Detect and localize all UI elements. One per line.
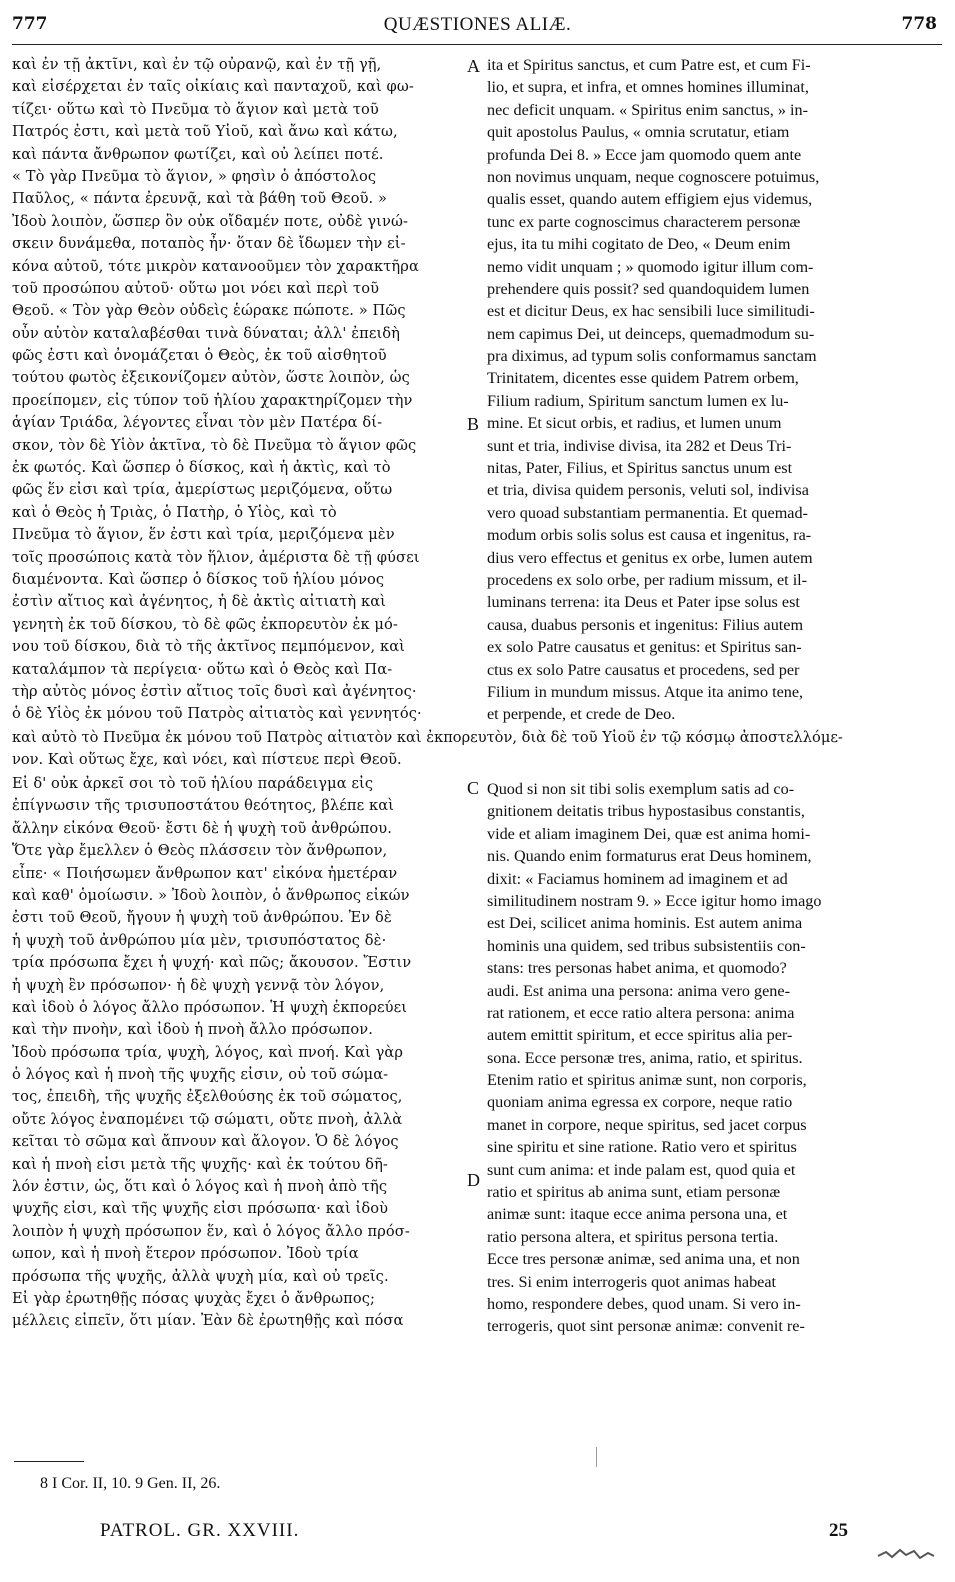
text-line: καὶ τὴν πνοὴν, καὶ ἰδοὺ ἡ πνοὴ ἄλλο πρόσωπον. — [12, 1021, 373, 1039]
text-line: γενητὴ ἐκ τοῦ δίσκου, τὸ δὲ φῶς ἐκπορευτὸν ἐκ μό- — [12, 615, 398, 633]
text-line: τρία πρόσωπα ἔχει ἡ ψυχή· καὶ πῶς; ἄκουσον. Ἔστιν — [12, 954, 412, 972]
text-line: λοιπὸν ἡ ψυχὴ πρόσωπον ἕν, καὶ ὁ λόγος ἄλλο πρόσ- — [12, 1222, 410, 1240]
text-line: φῶς ἕν εἰσι καὶ τρία, ἀμερίστως μεριζόμενα, οὕτω — [12, 481, 393, 499]
text-line: et perpende, et crede de Deo. — [487, 705, 676, 724]
text-line: ὁ λόγος καὶ ἡ πνοὴ τῆς ψυχῆς εἰσιν, οὐ τοῦ σώμα- — [12, 1066, 389, 1084]
text-line: ἡ ψυχὴ ἓν πρόσωπον· ἡ δὲ ψυχὴ γεννᾷ τὸν λόγον, — [12, 976, 385, 994]
text-line: procedens ex solo orbe, per radium missum, et il- — [487, 570, 808, 589]
text-line: τίζει· οὕτω καὶ τὸ Πνεῦμα τὸ ἅγιον καὶ μετὰ τοῦ — [12, 100, 379, 118]
text-line: τοῖς προσώποις κατὰ τὸν ἥλιον, ἀμέριστα δὲ τῇ φύσει — [12, 548, 420, 566]
text-line: ctus ex solo Patre causatus et procedens, sed per — [487, 660, 800, 679]
text-line: prehendere quis possit? sed quandoquidem lumen — [487, 279, 810, 298]
text-line: κεῖται τὸ σῶμα καὶ ἄπνουν καὶ ἄλογον. Ὁ δὲ λόγος — [12, 1133, 399, 1151]
text-line: ἡ ψυχὴ τοῦ ἀνθρώπου μία μὲν, τρισυπόστατος δὲ· — [12, 931, 387, 949]
margin-marker-c: C — [467, 778, 480, 798]
text-line: modum orbis solis solus est causa et ingenitus, ra- — [487, 526, 812, 545]
text-line: ωπον, καὶ ἡ πνοὴ ἕτερον πρόσωπον. Ἰδοὺ τρία — [12, 1245, 359, 1263]
signature-mark: PATROL. GR. XXVIII. — [100, 1520, 300, 1541]
margin-marker-d: D — [467, 1170, 480, 1190]
latin-column-bottom — [487, 778, 941, 1338]
text-line: tunc ex parte cognoscimus characterem personæ — [487, 212, 801, 231]
text-line: Εἰ δ' οὐκ ἀρκεῖ σοι τὸ τοῦ ἡλίου παράδειγμα εἰς — [12, 775, 374, 792]
text-line: ὁ δὲ Υἱὸς ἐκ μόνου τοῦ Πατρὸς αἰτιατὸς καὶ γεννητός· — [12, 705, 422, 723]
text-line: λόν ἐστιν, ὡς, ὅτι καὶ ὁ λόγος καὶ ἡ πνοὴ ἀπὸ τῆς — [12, 1178, 388, 1196]
text-line: tres. Si enim interrogeris quot animas habeat — [487, 1272, 777, 1291]
text-line: luminans terrena: ita Deus et Pater ipse solus est — [487, 593, 800, 612]
text-line: « Τὸ γὰρ Πνεῦμα τὸ ἅγιον, » φησὶν ὁ ἀπόστολος — [12, 167, 377, 185]
text-line: ἐκ φωτός. Καὶ ὥσπερ ὁ δίσκος, καὶ ἡ ἀκτὶς, καὶ τὸ — [12, 459, 391, 477]
text-line: non novimus unquam, neque cognoscere potuimus, — [487, 167, 820, 186]
text-line: καὶ ἐν τῇ ἀκτῖνι, καὶ ἐν τῷ οὐρανῷ, καὶ ἐν τῇ γῇ, — [12, 56, 382, 73]
margin-marker-b: B — [467, 414, 480, 434]
text-line: ἐστὶν αἴτιος καὶ ἀγένητος, ἡ δὲ ἀκτὶς αἰτιατὴ καὶ — [12, 593, 386, 611]
footnotes: 8 I Cor. II, 10. 9 Gen. II, 26. — [40, 1475, 221, 1492]
text-line: οὔτε λόγος ἐναπομένει τῷ σώματι, οὔτε πνοὴ, ἀλλὰ — [12, 1110, 403, 1128]
text-line: dius vero effectus et genitus ex orbe, lumen autem — [487, 548, 813, 567]
full-width-greek-lines — [12, 727, 942, 772]
text-line: autem emittit spiritum, et ecce spiritus alia per- — [487, 1026, 793, 1045]
text-line: animæ sunt: itaque ecce anima persona una, et — [487, 1205, 788, 1224]
text-line: τούτου φωτὸς ἐξεικονίζομεν αὐτὸν, ὥστε λοιπὸν, ὡς — [12, 369, 410, 387]
text-line: τος, ἐπειδὴ, τῆς ψυχῆς ἐξελθούσης ἐκ τοῦ σώματος, — [12, 1088, 403, 1106]
text-line: audi. Est anima una persona: anima vero gene- — [487, 981, 790, 1000]
text-line: nemo vidit unquam ; » quomodo igitur illum com- — [487, 257, 814, 276]
text-line: Ἰδοὺ λοιπὸν, ὥσπερ ὃν οὐκ οἴδαμέν ποτε, οὐδὲ γινώ- — [12, 212, 408, 230]
text-line: vero quoad substantiam permanentia. Et quemad- — [487, 503, 808, 522]
text-line: νον. Καὶ οὕτως ἔχε, καὶ νόει, καὶ πίστευε περὶ Θεοῦ. — [12, 751, 402, 769]
text-line: κόνα αὐτοῦ, τότε μικρὸν κατανοοῦμεν τὸν χαρακτῆρα — [12, 257, 419, 275]
text-line: Filium in mundum missus. Atque ita animo tene, — [487, 682, 804, 701]
text-line: καὶ καθ' ὁμοίωσιν. » Ἰδοὺ λοιπὸν, ὁ ἄνθρωπος εἰκών — [12, 886, 410, 904]
text-line: Filium radium, Spiritum sanctum lumen ex lu- — [487, 391, 789, 410]
text-line: ex solo Patre causatus et genitus: et Spiritus san- — [487, 638, 802, 657]
text-line: Παῦλος, « πάντα ἐρευνᾷ, καὶ τὰ βάθη τοῦ Θεοῦ. » — [12, 190, 388, 208]
text-line: dixit: « Faciamus hominem ad imaginem et ad — [487, 869, 788, 888]
text-line: est et dicitur Deus, ex hac sensibili luce similitudi- — [487, 302, 815, 321]
text-line: nem capimus Dei, ut deinceps, quemadmodum su- — [487, 324, 815, 343]
text-line: ratio persona altera, et spiritus persona tertia. — [487, 1227, 779, 1246]
signature-number: 25 — [829, 1520, 848, 1541]
text-line: ἐπίγνωσιν τῆς τρισυποστάτου θεότητος, βλέπε καὶ — [12, 797, 395, 815]
text-line: διαμένοντα. Καὶ ὥσπερ ὁ δίσκος τοῦ ἡλίου μόνος — [12, 570, 385, 588]
center-tick-mark — [596, 1447, 597, 1467]
text-line: Εἰ γὰρ ἐρωτηθῇς πόσας ψυχὰς ἔχει ὁ ἄνθρωπος; — [12, 1289, 375, 1307]
text-line: causa, duabus personis et ingenitus: Filius autem — [487, 615, 804, 634]
running-title: QUÆSTIONES ALIÆ. — [383, 14, 572, 35]
text-line: νου τοῦ δίσκου, διὰ τὸ τῆς ἀκτῖνος πεμπόμενον, καὶ — [12, 638, 406, 656]
page-number-left: 777 — [12, 14, 48, 34]
text-line: ἁγίαν Τριάδα, λέγοντες εἶναι τὸν μὲν Πατέρα δί- — [12, 414, 383, 432]
text-line: ἄλλην εἰκόνα Θεοῦ· ἔστι δὲ ἡ ψυχὴ τοῦ ἀνθρώπου. — [12, 819, 392, 837]
text-line: homo, respondere debes, quod unam. Si vero in- — [487, 1294, 801, 1313]
text-line: Ecce tres personæ animæ, sed anima una, et non — [487, 1250, 800, 1269]
text-line: sona. Ecce personæ tres, anima, ratio, et spiritus. — [487, 1048, 803, 1067]
text-line: gnitionem deitatis tribus hypostasibus constantis, — [487, 802, 805, 821]
text-line: quoniam anima egressa ex corpore, neque ratio — [487, 1093, 793, 1112]
text-line: τὴρ αὐτὸς μόνος ἐστὶν αἴτιος τοῖς δυσὶ καὶ ἀγένητος· — [12, 682, 417, 700]
page-header — [0, 14, 955, 40]
text-line: Quod si non sit tibi solis exemplum satis ad co- — [487, 780, 795, 798]
text-line: καὶ ἡ πνοὴ εἰσι μετὰ τῆς ψυχῆς· καὶ ἐκ τούτου δῆ- — [12, 1155, 388, 1173]
text-line: σκειν δυνάμεθα, ποταπὸς ἦν· ὅταν δὲ ἴδωμεν τὴν εἰ- — [12, 235, 406, 253]
text-line: vide et aliam imaginem Dei, quæ est anima homi- — [487, 824, 811, 843]
text-line: est Dei, scilicet anima hominis. Est autem anima — [487, 914, 803, 933]
greek-column-top — [12, 54, 468, 726]
ink-smudge-icon — [876, 1546, 936, 1562]
text-line: nitas, Pater, Filius, et Spiritus sanctus unum est — [487, 459, 793, 478]
text-line: εἶπε· « Ποιήσωμεν ἄνθρωπον κατ' εἰκόνα ἡμετέραν — [12, 864, 398, 882]
text-line: pra diximus, ad typum solis conformamus sanctam — [487, 347, 817, 366]
text-line: mine. Et sicut orbis, et radius, et lumen unum — [487, 414, 782, 433]
page-number-right: 778 — [901, 14, 937, 34]
text-line: Ὅτε γὰρ ἔμελλεν ὁ Θεὸς πλάσσειν τὸν ἄνθρωπον, — [12, 842, 388, 860]
text-line: ψυχῆς εἰσι, καὶ τῆς ψυχῆς εἰσι πρόσωπα· καὶ ἰδοὺ — [12, 1200, 389, 1218]
text-line: καὶ ἰδοὺ ὁ λόγος ἄλλο πρόσωπον. Ἡ ψυχὴ ἐκπορεύει — [12, 998, 408, 1016]
text-line: καὶ εἰσέρχεται ἐν ταῖς οἰκίαις καὶ πανταχοῦ, καὶ φω- — [12, 78, 414, 96]
text-line: qualis esset, quando autem effigiem ejus videmus, — [487, 190, 813, 209]
text-line: σκον, τὸν δὲ Υἱὸν ἀκτῖνα, τὸ δὲ Πνεῦμα τὸ ἅγιον φῶς — [12, 436, 417, 454]
text-line: οὖν αὐτὸν καταλαβέσθαι τινὰ δύναται; ἀλλ' ἐπειδὴ — [12, 324, 401, 342]
text-line: ejus, ita tu mihi cogitato de Deo, « Deum enim — [487, 235, 791, 254]
margin-marker-a: A — [467, 56, 480, 76]
text-line: μέλλεις εἰπεῖν, ὅτι μίαν. Ἐὰν δὲ ἐρωτηθῇς καὶ πόσα — [12, 1312, 404, 1330]
text-line: manet in corpore, neque spiritus, sed jacet corpus — [487, 1115, 807, 1134]
text-line: Etenim ratio et spiritus animæ sunt, non corporis, — [487, 1071, 807, 1090]
text-line: φῶς ἐστι καὶ ὀνομάζεται ὁ Θεὸς, ἐκ τοῦ αἰσθητοῦ — [12, 347, 387, 365]
text-line: Θεοῦ. « Τὸν γὰρ Θεὸν οὐδεὶς ἑώρακε πώποτε. » Πῶς — [12, 302, 406, 320]
text-line: terrogeris, quot sint personæ animæ: convenit re- — [487, 1317, 805, 1336]
text-line: profunda Dei 8. » Ecce jam quomodo quem ante — [487, 145, 802, 164]
text-line: καταλάμπον τὰ περίγεια· οὕτω καὶ ὁ Θεὸς καὶ Πα- — [12, 660, 393, 678]
text-line: πρόσωπα τῆς ψυχῆς, ἀλλὰ ψυχὴ μία, καὶ οὐ τρεῖς. — [12, 1267, 389, 1285]
text-line: ἐστι τοῦ Θεοῦ, ἤγουν ἡ ψυχὴ τοῦ ἀνθρώπου. Ἐν δὲ — [12, 909, 392, 927]
text-line: rat rationem, et ecce ratio altera persona: anima — [487, 1003, 795, 1022]
text-line: καὶ αὐτὸ τὸ Πνεῦμα ἐκ μόνου τοῦ Πατρὸς αἰτιατὸν καὶ ἐκπορευτὸν, διὰ δὲ τοῦ Υἱοῦ ἐν τῷ κόσμῳ ἀποστελλόμε- — [12, 729, 843, 746]
text-line: Πατρός ἐστι, καὶ μετὰ τοῦ Υἱοῦ, καὶ ἄνω καὶ κάτω, — [12, 123, 398, 141]
text-line: Trinitatem, dicentes esse quidem Patrem orbem, — [487, 369, 799, 388]
text-line: προείπομεν, εἰς τύπον τοῦ ἡλίου χαρακτηρίζομεν τὴν — [12, 391, 413, 409]
text-line: sine spiritu et sine ratione. Ratio vero et spiritus — [487, 1138, 797, 1157]
text-line: ita et Spiritus sanctus, et cum Patre est, et cum Fi- — [487, 56, 811, 74]
text-line: Πνεῦμα τὸ ἅγιον, ἕν ἐστι καὶ τρία, μεριζόμενα μὲν — [12, 526, 395, 544]
greek-column-bottom — [12, 773, 468, 1333]
text-line: lio, et supra, et infra, et omnes homines illuminat, — [487, 78, 809, 97]
text-line: sunt cum anima: et inde palam est, quod quia et — [487, 1160, 796, 1179]
footnote-rule — [14, 1461, 84, 1462]
text-line: similitudinem nostram 9. » Ecce igitur homo imago — [487, 891, 822, 910]
text-line: quit apostolus Paulus, « omnia scrutatur, etiam — [487, 123, 790, 142]
text-line: nec deficit unquam. « Spiritus enim sanctus, » in- — [487, 100, 808, 119]
text-line: stans: tres personas habet anima, et quomodo? — [487, 959, 787, 978]
text-line: sunt et tria, indivise divisa, ita 282 et Deus Tri- — [487, 436, 792, 455]
text-line: et tria, divisa quidem personis, veluti sol, indivisa — [487, 481, 809, 500]
header-rule — [12, 44, 942, 45]
text-line: hominis una quidem, sed tribus subsistentiis con- — [487, 936, 806, 955]
text-line: καὶ πάντα ἄνθρωπον φωτίζει, καὶ οὐ λείπει ποτέ. — [12, 145, 384, 163]
latin-column-top — [487, 54, 941, 726]
text-line: καὶ ὁ Θεὸς ἡ Τριὰς, ὁ Πατὴρ, ὁ Υἱὸς, καὶ τὸ — [12, 503, 337, 521]
text-line: Ἰδοὺ πρόσωπα τρία, ψυχὴ, λόγος, καὶ πνοή. Καὶ γὰρ — [12, 1043, 404, 1061]
text-line: τοῦ προσώπου αὐτοῦ· οὕτω μοι νόει καὶ περὶ τοῦ — [12, 279, 380, 297]
text-line: nis. Quando enim formaturus erat Deus hominem, — [487, 847, 812, 866]
text-line: ratio et spiritus ab anima sunt, etiam personæ — [487, 1183, 781, 1202]
